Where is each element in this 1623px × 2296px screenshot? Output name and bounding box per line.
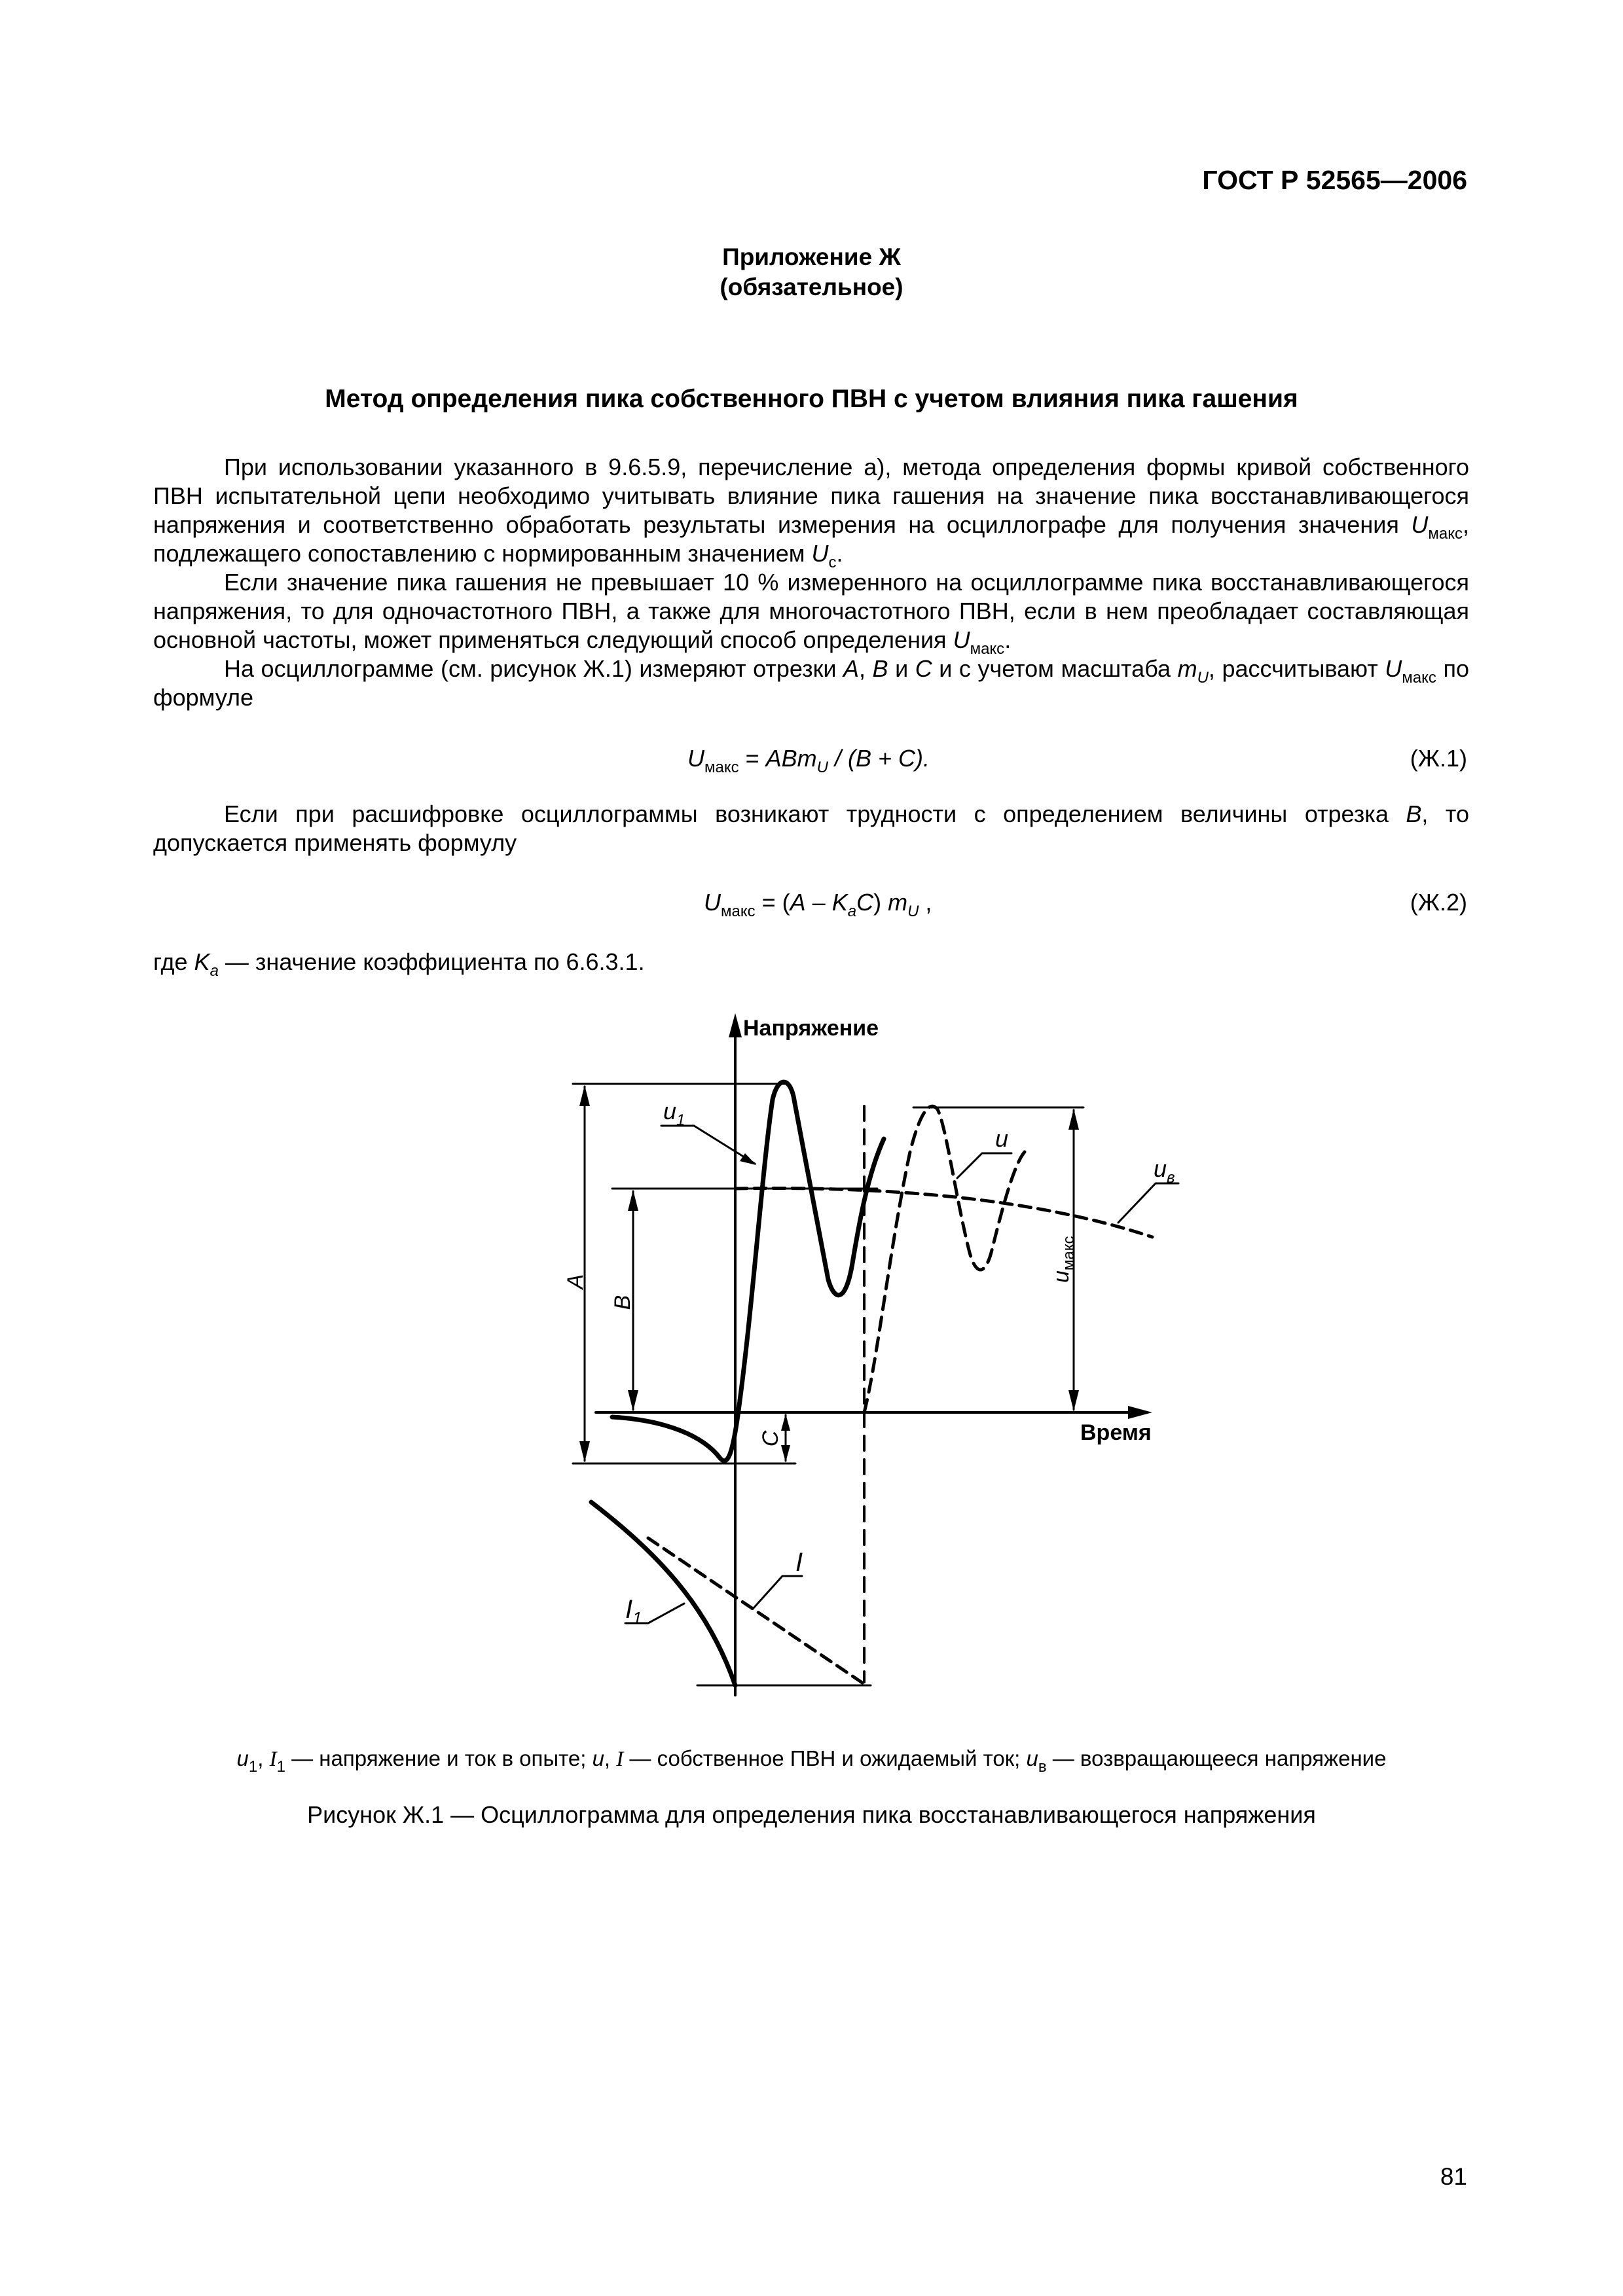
label-i1-symbol: I [625, 1595, 633, 1624]
u-recovery-voltage-curve [864, 1106, 1025, 1412]
figure-legend [0, 1746, 1623, 1776]
arrow-icon [628, 1390, 638, 1411]
ub-returning-voltage-curve [735, 1188, 1152, 1237]
legend-text: — собственное ПВН и ожидаемый ток; [623, 1746, 1027, 1770]
symbol-b: В [1406, 800, 1422, 827]
subscript: 1 [248, 1758, 258, 1776]
subscript: макс [1428, 525, 1463, 543]
document-standard-number: ГОСТ Р 52565—2006 [1202, 165, 1467, 195]
formula-number-zh1: (Ж.1) [1410, 745, 1467, 772]
legend-symbol: u [1026, 1746, 1038, 1770]
label-umax [1049, 1236, 1078, 1283]
label-umax-subscript: макс [1060, 1236, 1078, 1271]
formula-text: = ( [755, 889, 790, 916]
legend-text: — возвращающееся напряжение [1046, 1746, 1387, 1770]
formula-symbol: K [831, 889, 848, 916]
paragraph-text: где [153, 948, 194, 975]
subscript: с [828, 554, 837, 571]
x-axis-arrow-icon [1128, 1406, 1152, 1419]
paragraph-text: . [1004, 626, 1012, 653]
paragraph-text: , рассчитывают [1208, 655, 1385, 682]
legend-symbol: u [592, 1746, 604, 1770]
symbol-m: m [1177, 655, 1197, 682]
paragraph-text: и [888, 655, 915, 682]
y-axis-label: Напряжение [743, 1016, 879, 1041]
formula-symbol: U [704, 889, 721, 916]
u1-voltage-curve [612, 1082, 884, 1461]
paragraph-text: На осциллограмме (см. рисунок Ж.1) измеряют отрезки [224, 655, 843, 682]
formula-symbol: ABm [765, 745, 817, 772]
subscript: макс [704, 759, 739, 776]
label-i: I [795, 1548, 803, 1577]
legend-text: , [257, 1746, 270, 1770]
paragraph-text: и с учетом масштаба [932, 655, 1178, 682]
y-axis-arrow-icon [729, 1013, 742, 1037]
arrow-icon [579, 1441, 590, 1462]
paragraph-text: , то допускается применять формулу [153, 800, 1470, 856]
i-prospective-current-line [648, 1538, 864, 1684]
leader-i [753, 1576, 802, 1609]
figure-title: Рисунок Ж.1 — Осциллограмма для определения пика восстанавливающегося напряжения [307, 1801, 1316, 1828]
formula-text: – [805, 889, 832, 916]
subscript: 1 [276, 1758, 285, 1776]
paragraph-text: , [859, 655, 873, 682]
leader-ub [1118, 1183, 1178, 1223]
label-dimension-a: A [563, 1274, 588, 1289]
subscript: U [907, 903, 919, 920]
arrow-icon [781, 1414, 790, 1431]
label-i1 [625, 1595, 642, 1628]
arrow-icon [1068, 1390, 1079, 1411]
subscript: макс [1402, 669, 1436, 687]
symbol-k: K [194, 948, 210, 975]
subscript: U [816, 759, 829, 776]
symbol-u: U [811, 540, 829, 567]
arrow-icon [628, 1190, 638, 1211]
formula-text: , [919, 889, 932, 916]
symbol-u: U [1411, 511, 1429, 538]
subscript: a [847, 903, 857, 920]
label-dimension-c: C [758, 1430, 783, 1447]
formula-symbol: U [687, 745, 704, 772]
label-ub-symbol: u [1154, 1155, 1167, 1182]
formula-symbol: C [856, 889, 874, 916]
legend-symbol: I [269, 1748, 277, 1771]
legend-symbol: I [616, 1748, 624, 1771]
formula-number-zh2: (Ж.2) [1410, 889, 1467, 916]
formula-symbol: A [790, 889, 806, 916]
paragraph-text: — значение коэффициента по 6.6.3.1. [218, 948, 645, 975]
subscript: U [1197, 669, 1209, 687]
label-u1-symbol: u [663, 1098, 677, 1124]
arrow-icon [781, 1445, 790, 1462]
x-axis-label: Время [1080, 1420, 1152, 1445]
symbol-u: U [953, 626, 970, 653]
label-u: u [995, 1125, 1009, 1152]
formula-text: / (B + C). [828, 745, 930, 772]
symbol-c: С [915, 655, 932, 682]
page-number: 81 [1440, 2163, 1467, 2190]
label-ub [1154, 1155, 1175, 1187]
appendix-status: (обязательное) [720, 274, 903, 300]
formula-symbol: m [888, 889, 908, 916]
i1-current-curve [591, 1502, 735, 1685]
appendix-name: Приложение Ж [722, 243, 901, 270]
subscript: a [210, 962, 219, 980]
label-u1-subscript: 1 [676, 1111, 685, 1129]
paragraph-text: Если при расшифровке осциллограммы возникают трудности с определением величины отрезка [224, 800, 1406, 827]
legend-text: — напряжение и ток в опыте; [285, 1746, 593, 1770]
paragraph-text: . [836, 540, 843, 567]
label-u1 [663, 1098, 685, 1129]
symbol-u: U [1385, 655, 1402, 682]
label-umax-symbol: u [1049, 1270, 1074, 1283]
arrow-icon [1068, 1109, 1079, 1130]
label-i1-subscript: 1 [632, 1608, 642, 1628]
paragraph-text: При использовании указанного в 9.6.5.9, перечисление а), метода определения формы кривой собственного ПВН испытательной цепи необходимо учитывать влияние пика гашения на значение пика восстанавливающегося напряжения и соответственно обработать результаты измерения на осциллографе для получения значения [153, 454, 1469, 538]
subscript: в [1038, 1758, 1047, 1776]
paragraph-text: по формуле [153, 655, 1469, 711]
paragraph-text: , подлежащего сопоставлению с нормированным значением [153, 511, 1469, 567]
label-dimension-b: B [610, 1295, 635, 1310]
label-ub-subscript: в [1167, 1169, 1175, 1187]
legend-symbol: u [236, 1746, 249, 1770]
legend-text: , [604, 1746, 617, 1770]
subscript: макс [721, 903, 756, 920]
section-title: Метод определения пика собственного ПВН с учетом влияния пика гашения [325, 385, 1298, 413]
leader-u1 [661, 1126, 755, 1164]
arrow-icon [579, 1085, 590, 1106]
formula-text: = [739, 745, 766, 772]
subscript: макс [970, 640, 1005, 658]
symbol-a: А [843, 655, 859, 682]
symbol-b: В [872, 655, 888, 682]
paragraph-text: Если значение пика гашения не превышает 10 % измеренного на осциллограмме пика восстанавливающегося напряжения, то для одночастотного ПВН, а также для многочастотного ПВН, если в нем преобладает составляющая основной частоты, может применяться следующий способ определения [153, 569, 1469, 653]
formula-text: ) [873, 889, 888, 916]
leader-u [957, 1153, 1012, 1178]
